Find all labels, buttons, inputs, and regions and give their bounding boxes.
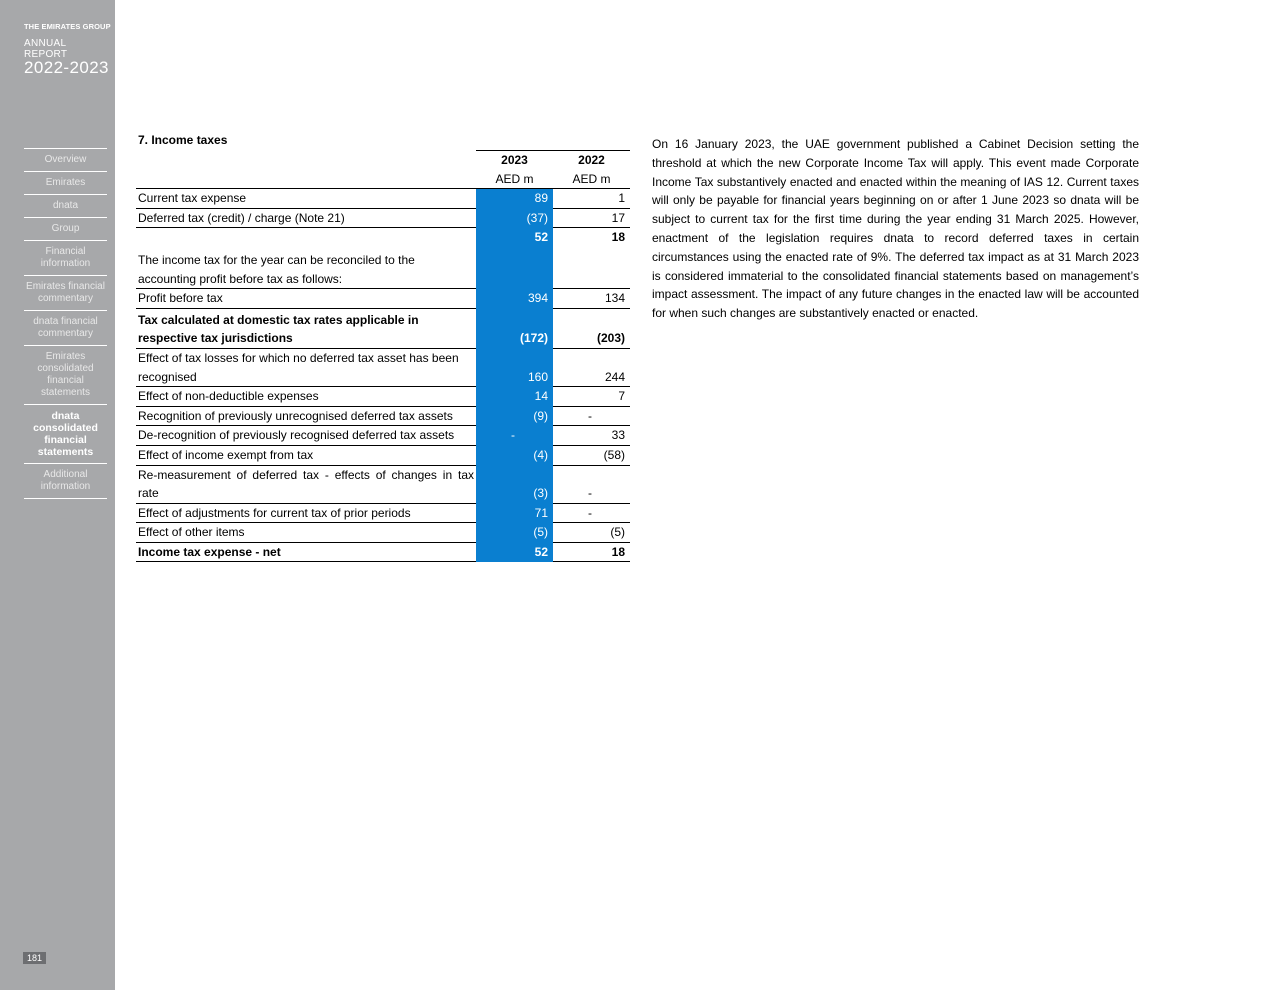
value-2023: (4) <box>476 445 553 465</box>
value-2023: (5) <box>476 523 553 543</box>
table-row-reconcile-text <box>136 247 630 289</box>
nav-item-additional-information[interactable]: Additional information <box>24 464 107 499</box>
unit-2023: AED m <box>476 170 553 189</box>
nav-item-emirates-financial-commentary[interactable]: Emirates financial commentary <box>24 276 107 311</box>
income-tax-table <box>136 150 630 562</box>
table-row <box>136 308 630 348</box>
value-2023: 14 <box>476 387 553 407</box>
narrative-paragraph: On 16 January 2023, the UAE government published a Cabinet Decision setting the threshold at which the new Corporate Income Tax will apply. This event made Corporate Income Tax substantively enacted and enacted within the meaning of IAS 12. Current taxes will only be payable for financial years beginning on or after 1 June 2023 so dnata will be subject to current tax for the first time during the year ending 31 March 2025. However, enactment of the legislation requires dnata to record deferred taxes in certain circumstances using the enacted rate of 9%. The deferred tax impact as at 31 March 2023 is considered immaterial to the consolidated financial statements based on management’s impact assessment. The impact of any future changes in the enacted law will be accounted for when such changes are substantively enacted or enacted. <box>652 137 1139 321</box>
value-2023: 160 <box>476 348 553 386</box>
report-years: 2022-2023 <box>24 58 109 77</box>
nav-item-dnata-financial-commentary[interactable]: dnata financial commentary <box>24 311 107 346</box>
table-row <box>136 503 630 523</box>
nav-item-emirates[interactable]: Emirates <box>24 172 107 195</box>
table-row-total <box>136 542 630 562</box>
table-row <box>136 387 630 407</box>
table-row <box>136 406 630 426</box>
value-2022: 17 <box>553 208 630 228</box>
row-label: Effect of tax losses for which no deferred tax asset has been recognised <box>136 348 476 386</box>
value-2022: - <box>553 406 630 426</box>
value-2022: 18 <box>611 230 625 245</box>
table-row <box>136 523 630 543</box>
row-label: Profit before tax <box>136 289 476 309</box>
table-row <box>136 348 630 386</box>
value-2022: - <box>553 465 630 503</box>
value-2023: (37) <box>476 208 553 228</box>
table-row <box>136 426 630 446</box>
value-2023: (172) <box>476 308 553 348</box>
table-row <box>136 289 630 309</box>
value-2022: (58) <box>553 445 630 465</box>
nav-item-overview[interactable]: Overview <box>24 149 107 172</box>
value-2023: (9) <box>476 406 553 426</box>
row-label: Deferred tax (credit) / charge (Note 21) <box>136 208 476 228</box>
value-2022: (5) <box>553 523 630 543</box>
value-2022: 18 <box>553 542 630 562</box>
table-row <box>136 465 630 503</box>
table-header-years <box>136 151 630 170</box>
value-2023: 52 <box>476 542 553 562</box>
group-name: THE EMIRATES GROUP <box>24 22 111 31</box>
value-2022: - <box>553 503 630 523</box>
value-2022: 134 <box>553 289 630 309</box>
value-2023: 89 <box>476 189 553 209</box>
row-label: Effect of non-deductible expenses <box>136 387 476 407</box>
nav-item-dnata-consolidated-statements[interactable]: dnata consolidated financial statements <box>24 405 107 464</box>
nav-item-financial-information[interactable]: Financial information <box>24 241 107 276</box>
section-title: 7. Income taxes <box>138 133 228 147</box>
value-2022: 1 <box>553 189 630 209</box>
unit-2022: AED m <box>553 170 630 189</box>
value-2023: 52 <box>476 228 553 247</box>
table-row <box>136 189 630 209</box>
row-label: Recognition of previously unrecognised deferred tax assets <box>136 406 476 426</box>
value-2022: 244 <box>553 348 630 386</box>
row-label: Effect of other items <box>136 523 476 543</box>
table-row-subtotal <box>136 228 630 247</box>
value-2023: 394 <box>476 289 553 309</box>
value-2023: (3) <box>476 465 553 503</box>
row-label: De-recognition of previously recognised deferred tax assets <box>136 426 476 446</box>
report-label: ANNUAL REPORT <box>24 38 68 60</box>
sidebar-nav <box>24 148 107 499</box>
value-2022: 33 <box>553 426 630 446</box>
value-2023: 71 <box>476 503 553 523</box>
value-2022: 7 <box>553 387 630 407</box>
row-label: Effect of adjustments for current tax of prior periods <box>136 503 476 523</box>
table-row <box>136 208 630 228</box>
nav-item-group[interactable]: Group <box>24 218 107 241</box>
col-header-2023: 2023 <box>476 151 553 170</box>
brand-block <box>24 22 112 76</box>
row-label: Re-measurement of deferred tax - effects of changes in tax rate <box>136 465 476 503</box>
reconcile-text: The income tax for the year can be reconciled to the accounting profit before tax as follows: <box>136 247 476 289</box>
nav-item-dnata[interactable]: dnata <box>24 195 107 218</box>
page-number: 181 <box>23 952 46 964</box>
row-label: Tax calculated at domestic tax rates applicable in respective tax jurisdictions <box>136 308 476 348</box>
table-row <box>136 445 630 465</box>
col-header-2022: 2022 <box>553 151 630 170</box>
row-label: Income tax expense - net <box>136 542 476 562</box>
table-header-units <box>136 170 630 189</box>
nav-item-emirates-consolidated-statements[interactable]: Emirates consolidated financial statements <box>24 346 107 405</box>
row-label: Effect of income exempt from tax <box>136 445 476 465</box>
value-2022: (203) <box>553 308 630 348</box>
row-label: Current tax expense <box>136 189 476 209</box>
value-2023: - <box>476 426 553 446</box>
sidebar <box>0 0 115 990</box>
